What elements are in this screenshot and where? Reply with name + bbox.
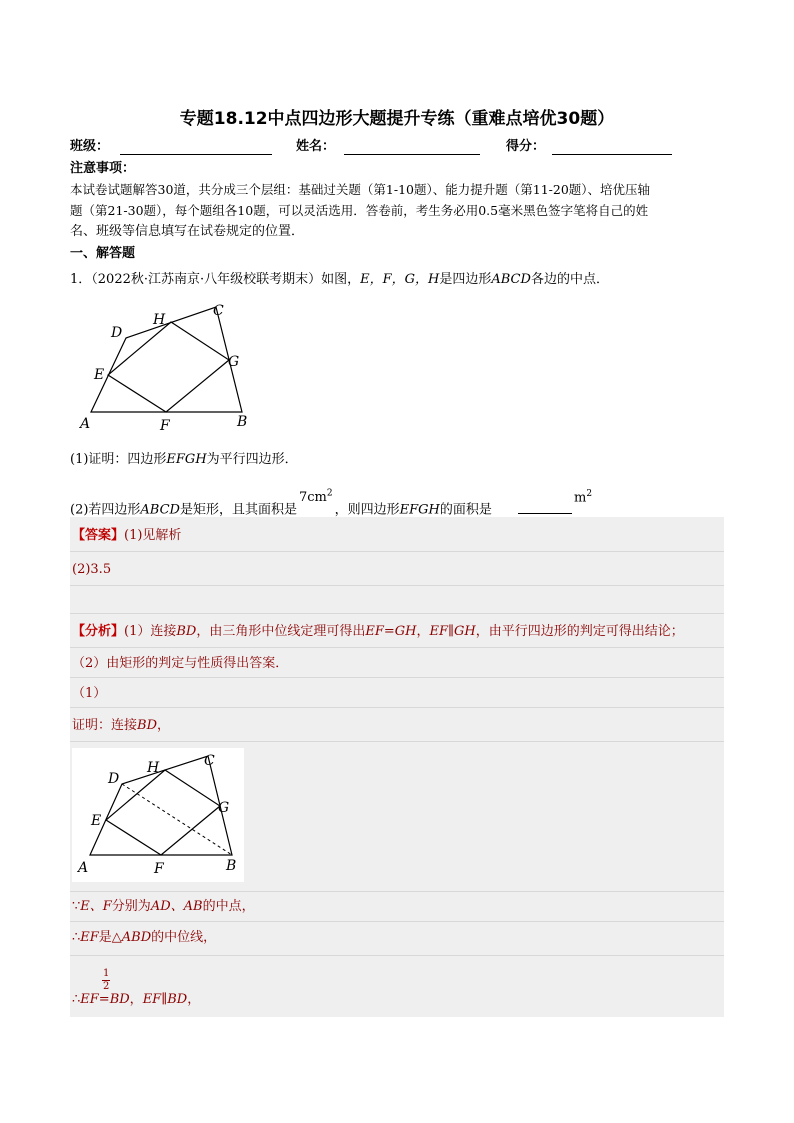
fraction-denominator: 2	[103, 981, 110, 992]
divider	[70, 585, 724, 586]
label-e: E	[94, 367, 105, 383]
divider	[70, 677, 724, 678]
class-label: 班级：	[70, 139, 110, 154]
score-field[interactable]	[552, 154, 672, 155]
label-a: A	[80, 416, 91, 432]
proof-step-3: ∴EF=BD，EF∥BD，	[72, 992, 201, 1007]
label-f: F	[160, 418, 170, 434]
fraction-numerator: 1	[103, 968, 110, 979]
label-f: F	[154, 861, 164, 877]
class-field[interactable]	[120, 154, 272, 155]
label-c: C	[213, 303, 224, 319]
divider	[70, 613, 724, 614]
label-c: C	[204, 753, 215, 769]
label-h: H	[153, 312, 166, 328]
question-1-part-1: (1)证明：四边形EFGH为平行四边形．	[70, 452, 298, 467]
notice-line-1: 本试卷试题解答30道，共分成三个层组：基础过关题（第1-10题）、能力提升题（第11-20题）、培优压轴	[70, 182, 651, 197]
quadrilateral-abcd	[91, 307, 242, 412]
question-1-part-2: (2)若四边形ABCD是矩形，且其面积是$7cm^2$，则四边形EFGH的面积是	[70, 489, 492, 518]
quadrilateral-efgh	[108, 322, 229, 412]
step-label: （1）	[72, 686, 107, 701]
label-h: H	[147, 760, 160, 776]
proof-step-1: ∵E、F分别为AD、AB的中点，	[72, 899, 255, 914]
label-g: G	[228, 354, 240, 370]
notice-heading: 注意事项：	[70, 161, 136, 176]
divider	[70, 707, 724, 708]
answer-line-2: (2)3.5	[72, 562, 112, 577]
answer-line-1: 【答案】(1)见解析	[72, 528, 182, 543]
divider	[70, 551, 724, 552]
notice-line-2: 题（第21-30题），每个题组各10题，可以灵活选用．答卷前，考生务必用0.5毫米黑色签字笔将自己的姓	[70, 203, 649, 218]
score-label: 得分：	[506, 139, 546, 154]
name-label: 姓名：	[296, 139, 336, 154]
quadrilateral-figure	[76, 300, 266, 435]
quadrilateral-efgh	[106, 770, 220, 855]
label-d: D	[111, 325, 123, 341]
label-b: B	[237, 414, 248, 430]
question-1-stem: 1．（2022秋·江苏南京·八年级校联考期末）如图，E，F，G，H是四边形ABCD各边的中点．	[70, 272, 609, 287]
label-d: D	[108, 771, 120, 787]
analysis-line-1: 【分析】(1）连接BD，由三角形中位线定理可得出EF=GH，EF∥GH，由平行四边形的判定可得出结论；	[72, 624, 684, 639]
divider	[70, 647, 724, 648]
label-a: A	[78, 860, 89, 876]
divider	[70, 955, 724, 956]
label-e: E	[91, 813, 102, 829]
section-heading: 一、解答题	[70, 246, 136, 261]
notice-line-3: 名、班级等信息填写在试卷规定的位置．	[70, 224, 305, 239]
proof-step-2: ∴EF是△ABD的中位线，	[72, 930, 217, 945]
label-b: B	[226, 858, 237, 874]
quadrilateral-figure-with-diagonal	[76, 748, 246, 882]
page-title: 专题18.12中点四边形大题提升专练（重难点培优30题）	[179, 109, 615, 129]
label-g: G	[218, 800, 230, 816]
diagonal-bd	[122, 784, 232, 855]
name-field[interactable]	[344, 154, 480, 155]
divider	[70, 921, 724, 922]
answer-blank[interactable]	[518, 513, 572, 514]
unit-label: $m^2$	[574, 489, 593, 506]
analysis-line-2: （2）由矩形的判定与性质得出答案．	[72, 656, 289, 671]
area-value: $7cm^2$	[299, 489, 333, 506]
divider	[70, 741, 724, 742]
divider	[70, 891, 724, 892]
proof-line: 证明：连接BD，	[72, 718, 171, 733]
